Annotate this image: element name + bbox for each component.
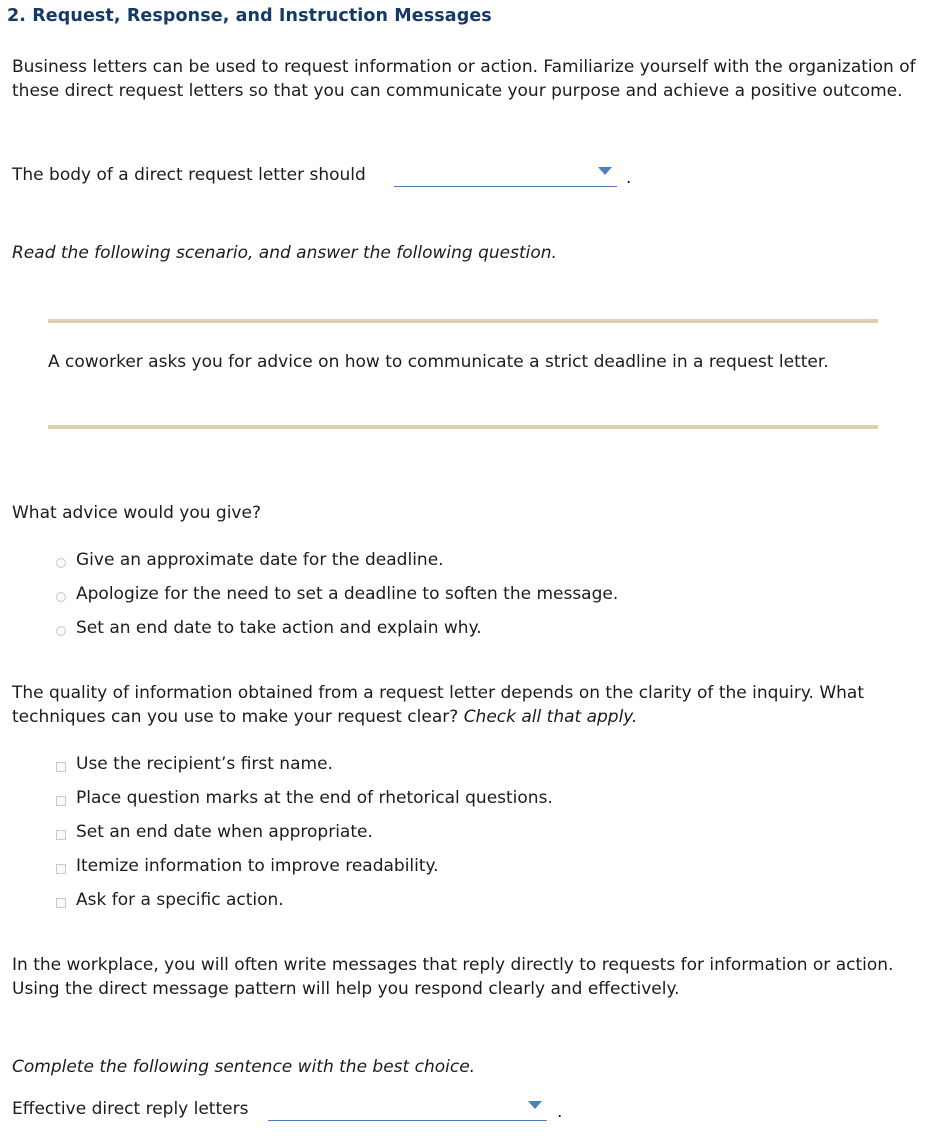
question2-prompt: What advice would you give? [12, 503, 261, 523]
chevron-down-icon [598, 167, 612, 175]
checkbox[interactable] [56, 796, 66, 806]
option-label: Use the recipient’s first name. [76, 754, 333, 774]
scenario-instruction: Read the following scenario, and answer the following question. [12, 243, 557, 263]
option-label: Apologize for the need to set a deadline to soften the message. [76, 584, 619, 604]
question4-dropdown[interactable] [268, 1096, 547, 1121]
radio-button[interactable] [56, 592, 66, 602]
question4-instruction: Complete the following sentence with the best choice. [12, 1057, 476, 1077]
question1-prompt: The body of a direct request letter should [12, 165, 366, 185]
option-label: Place question marks at the end of rhetorical questions. [76, 788, 553, 808]
question3-prompt [12, 681, 917, 729]
radio-button[interactable] [56, 558, 66, 568]
option-label: Give an approximate date for the deadline. [76, 550, 444, 570]
scenario-bottom-divider [48, 425, 878, 429]
checkbox[interactable] [56, 864, 66, 874]
question1-period: . [626, 168, 632, 188]
intro-paragraph: Business letters can be used to request information or action. Familiarize yourself with the organization of these direct request letters so that you can communicate your purpose and achieve a positive outcome. [12, 57, 916, 101]
question3-prompt-emphasis: Check all that apply. [463, 707, 638, 727]
option-label: Itemize information to improve readability. [76, 856, 439, 876]
option-label: Set an end date to take action and explain why. [76, 618, 482, 638]
question4-prompt: Effective direct reply letters [12, 1099, 249, 1119]
radio-button[interactable] [56, 626, 66, 636]
checkbox[interactable] [56, 830, 66, 840]
chevron-down-icon [528, 1101, 542, 1109]
section2-paragraph: In the workplace, you will often write messages that reply directly to requests for information or action. Using the direct message pattern will help you respond clearly and effectively. [12, 955, 894, 999]
checkbox[interactable] [56, 898, 66, 908]
option-label: Ask for a specific action. [76, 890, 284, 910]
option-label: Set an end date when appropriate. [76, 822, 373, 842]
scenario-top-divider [48, 319, 878, 323]
question1-dropdown[interactable] [394, 162, 617, 187]
scenario-text: A coworker asks you for advice on how to communicate a strict deadline in a request letter. [48, 352, 829, 372]
question3-prompt-text: The quality of information obtained from a request letter depends on the clarity of the inquiry. What techniques can you use to make your request clear? [12, 683, 865, 727]
page-title: 2. Request, Response, and Instruction Messages [7, 6, 492, 26]
checkbox[interactable] [56, 762, 66, 772]
question4-period: . [557, 1102, 563, 1122]
